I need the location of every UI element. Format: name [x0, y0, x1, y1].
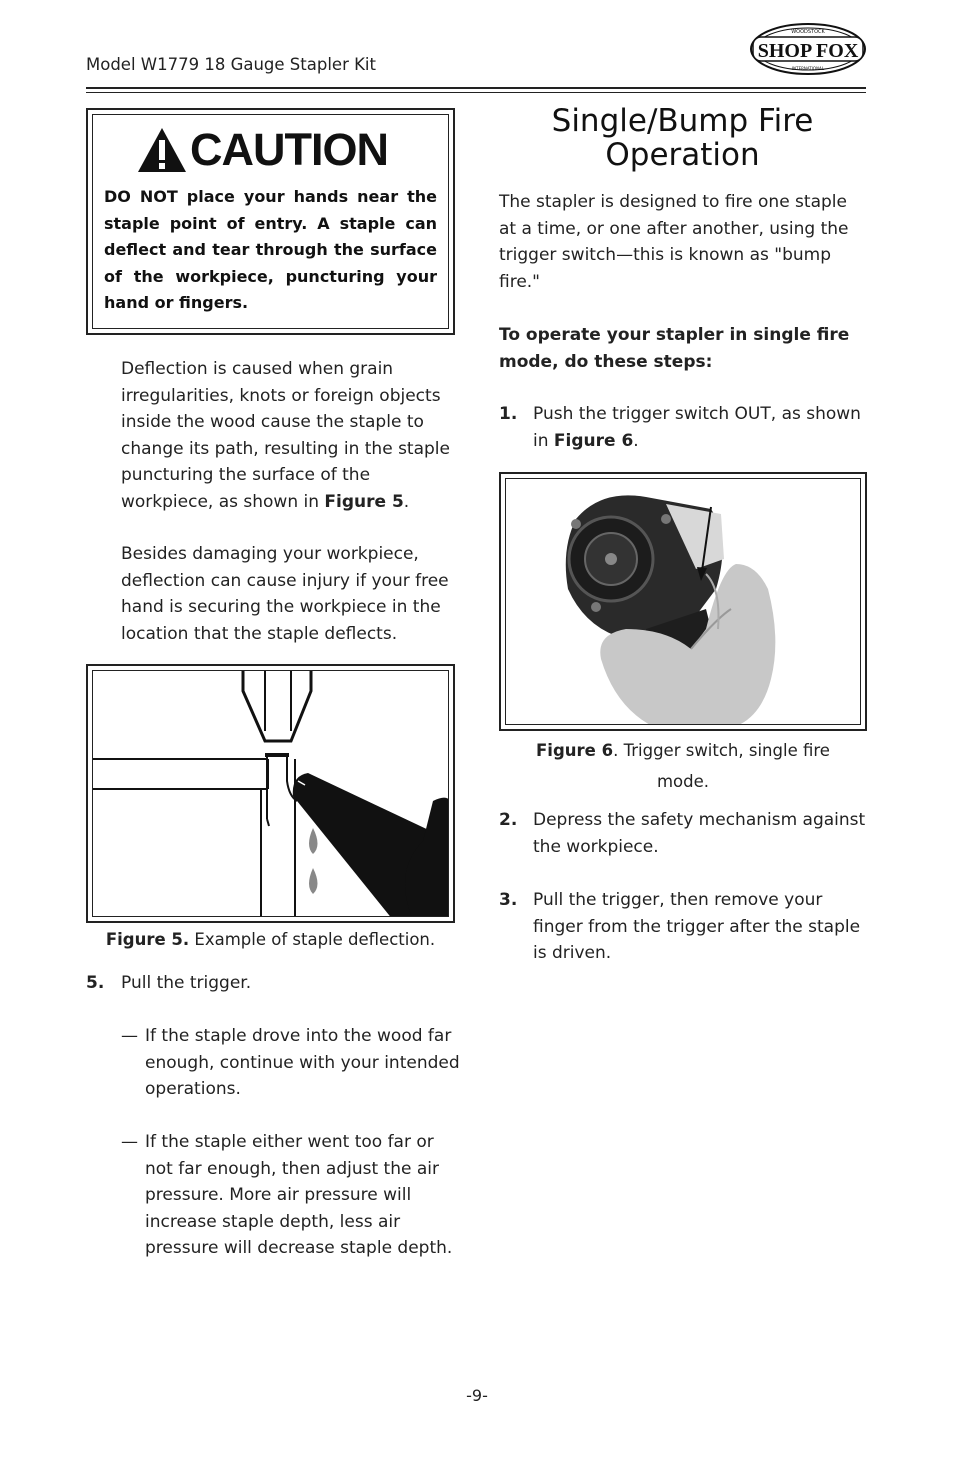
staple-deflection-illustration: [93, 671, 449, 917]
step-2: 2. Depress the safety mechanism against the workpiece.: [499, 810, 866, 857]
figure-6-reference: Figure 6: [553, 430, 634, 451]
figure-6-caption: Figure 6. Trigger switch, single fire mode.: [536, 741, 830, 791]
warning-triangle-icon: [136, 126, 188, 174]
deflection-paragraph: Deflection is caused when grain irregularities, knots or foreign objects inside the wood cause the staple to change its path, resulting in the staple puncturing the surface of the workpiece, as shown in Figure 5.: [121, 359, 450, 512]
page-number: -9-: [466, 1386, 488, 1405]
figure-5-reference: Figure 5: [324, 491, 404, 512]
trigger-switch-photo: [506, 479, 861, 725]
injury-paragraph: Besides damaging your workpiece, deflection can cause injury if your free hand is securing the workpiece in the location that the staple deflects.: [121, 544, 449, 644]
figure-6-frame: [499, 472, 867, 731]
dash-item-2: — If the staple either went too far or not far enough, then adjust the air pressure. More air pressure will increase staple depth, less air pressure will decrease staple depth.: [121, 1132, 453, 1258]
header-rule-thin: [86, 92, 866, 93]
step-5: 5. Pull the trigger.: [86, 973, 252, 993]
caution-heading: [136, 122, 388, 178]
document-header-title: Model W1779 18 Gauge Stapler Kit: [86, 55, 376, 74]
dash-item-1: — If the staple drove into the wood far enough, continue with your intended operations.: [121, 1026, 460, 1099]
svg-text:WOODSTOCK: WOODSTOCK: [791, 29, 825, 35]
figure-5-caption: Figure 5. Example of staple deflection.: [105, 930, 436, 949]
bump-fire-intro: The stapler is designed to fire one staple at a time, or one after another, using the trigger switch—this is known as "bump fire.": [499, 192, 849, 292]
shop-fox-logo: [749, 22, 867, 76]
figure-5-frame: [86, 664, 455, 923]
svg-text:INTERNATIONAL: INTERNATIONAL: [791, 66, 825, 71]
step-3: 3. Pull the trigger, then remove your finger from the trigger after the staple is driven.: [499, 890, 861, 963]
step-1: 1. Push the trigger switch OUT, as shown in Figure 6.: [499, 404, 861, 451]
caution-word: CAUTION: [190, 124, 388, 175]
section-heading: Single/Bump Fire Operation: [551, 103, 814, 173]
header-rule-thick: [86, 87, 866, 89]
steps-intro: To operate your stapler in single fire mode, do these steps:: [499, 325, 850, 372]
svg-text:SHOP FOX: SHOP FOX: [757, 40, 859, 62]
caution-text: DO NOT place your hands near the staple point of entry. A staple can deflect and tear through the surface of the workpiece, puncturing your hand or fingers.: [104, 187, 437, 312]
